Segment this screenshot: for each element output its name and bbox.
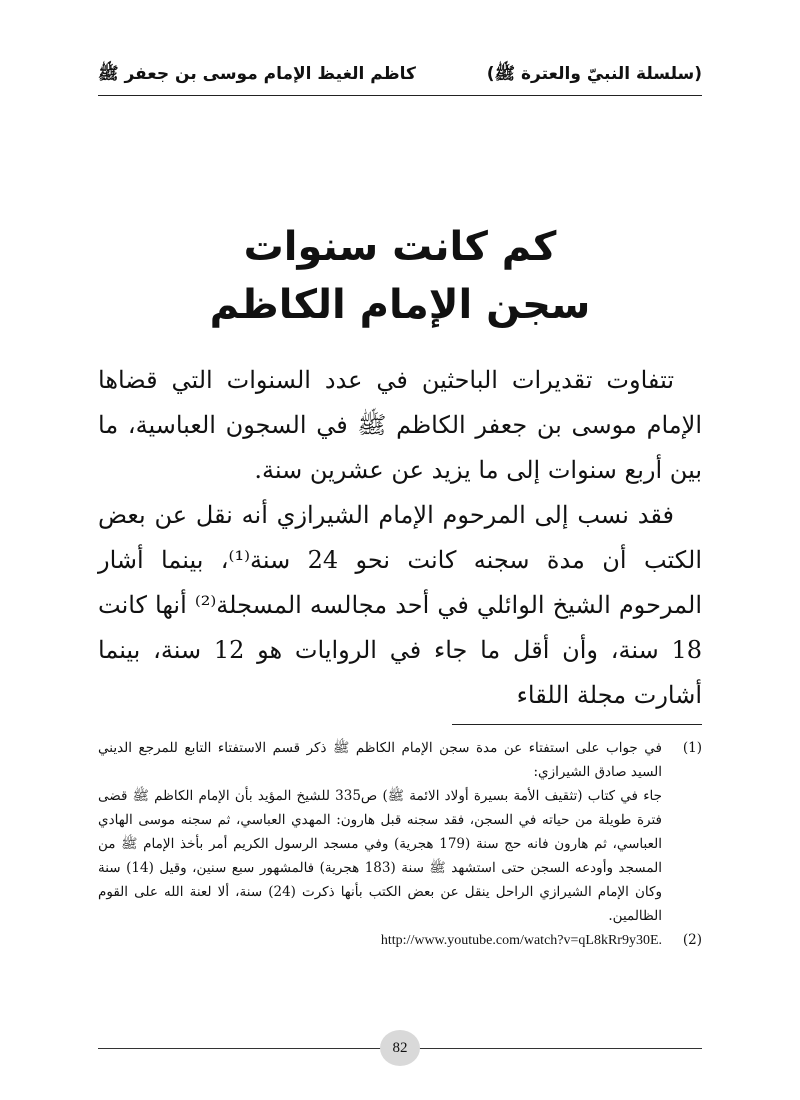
- footnote-1-line-1: في جواب على استفتاء عن مدة سجن الإمام الكاظم ﷺ ذكر قسم الاستفتاء التابع للمرجع الديني السيد صادق الشيرازي:: [98, 740, 662, 780]
- chapter-title-line-2: سجن الإمام الكاظم: [209, 282, 591, 328]
- paragraph-2: فقد نسب إلى المرحوم الإمام الشيرازي أنه نقل عن بعض الكتب أن مدة سجنه كانت نحو 24 سنة⁽¹⁾، بينما أشار المرحوم الشيخ الوائلي في أحد مجالسه المسجلة⁽²⁾ أنها كانت 18 سنة، وأن أقل ما جاء في الروايات هو 12 سنة، بينما أشارت مجلة اللقاء: [98, 501, 703, 709]
- footnote-divider: [452, 724, 702, 725]
- chapter-title-line-1: كم كانت سنوات: [243, 224, 557, 270]
- footnote-2-body: [98, 928, 662, 953]
- page-footer: [98, 1030, 702, 1066]
- footnote-1: [98, 736, 702, 928]
- chapter-title: [98, 218, 702, 334]
- footnote-1-body: [98, 736, 662, 928]
- footnote-2-link[interactable]: http://www.youtube.com/watch?v=qL8kRr9y30E.: [380, 933, 662, 948]
- body-text: [98, 358, 702, 718]
- book-title: كاظم الغيظ الإمام موسى بن جعفر ﷺ: [98, 63, 416, 84]
- page-number: 82: [380, 1030, 420, 1066]
- header-divider: [98, 95, 702, 96]
- footnote-2-number: (2): [682, 932, 702, 948]
- series-title: (سلسلة النبيّ والعترة ﷺ): [486, 63, 702, 84]
- footnote-2: [98, 928, 702, 953]
- footnote-1-number: (1): [682, 740, 702, 756]
- running-header: [98, 58, 702, 92]
- footnote-1-line-2: جاء في كتاب (تثقيف الأمة بسيرة أولاد الائمة ﷺ) ص335 للشيخ المؤيد بأن الإمام الكاظم ﷺ قضى فترة طويلة من حياته في السجن، فقد سجنه قبل هارون: المهدي العباسي، ثم سجنه موسى الهادي العباسي، ثم هارون فانه حج سنة (179 هجرية) وفي مسجد الرسول الكريم أمر بأخذ الإمام ﷺ من المسجد وأودعه السجن حتى استشهد ﷺ سنة (183 هجرية) فالمشهور سبع سنين، وقيل (14) سنة وكان الإمام الشيرازي الراحل ينقل عن بعض الكتب بأنها ذكرت (24) سنة، ألا لعنة الله على القوم الظالمين.: [98, 788, 663, 924]
- footnotes: [98, 736, 702, 953]
- paragraph-1: تتفاوت تقديرات الباحثين في عدد السنوات التي قضاها الإمام موسى بن جعفر الكاظم ﷺ في السجون العباسية، ما بين أربع سنوات إلى ما يزيد عن عشرين سنة.: [98, 366, 702, 484]
